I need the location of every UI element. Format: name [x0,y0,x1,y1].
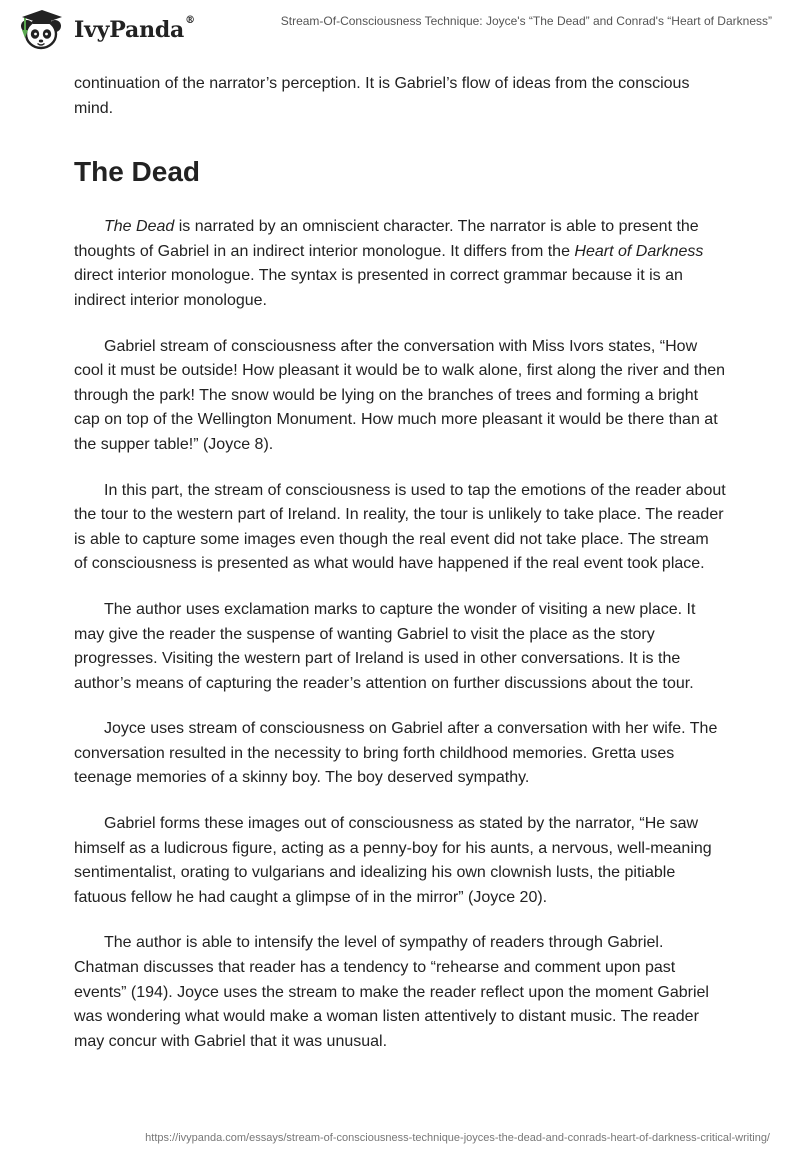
work-title: Heart of Darkness [574,242,704,260]
ivypanda-logo[interactable] [16,8,195,52]
paragraph: The author is able to intensify the level of sympathy of readers through Gabriel. Chatman discusses that reader has a tendency to “rehearse and comment upon past events” (194). Joyce uses the stream to make the reader reflect upon the moment Gabriel was wondering what would make a woman listen attentively to distant music. The reader may concur with Gabriel that it was unusual. [74,934,709,1050]
paragraph: Gabriel stream of consciousness after the conversation with Miss Ivors states, “How cool it must be outside! How pleasant it would be to walk alone, first along the river and then through the park! The snow would be lying on the branches of trees and forming a bright cap on top of the Wellington Monument. How much more pleasant it would be there than at the supper table!” (Joyce 8). [74,337,726,453]
page-header [0,0,800,60]
essay-content [74,72,726,1075]
section-heading: The Dead [74,156,201,188]
paragraph-text: direct interior monologue. The syntax is presented in correct grammar because it is an indirect interior monologue. [74,267,683,309]
intro-paragraph: continuation of the narrator’s perception. It is Gabriel’s flow of ideas from the conscious mind. [74,75,690,117]
paragraph: The author uses exclamation marks to capture the wonder of visiting a new place. It may give the reader the suspense of wanting Gabriel to visit the place as the story progresses. Visiting the western part of Ireland is used in other conversations. It is the author’s means of capturing the reader’s attention on further discussions about the tour. [74,600,696,692]
source-url[interactable]: https://ivypanda.com/essays/stream-of-consciousness-technique-joyces-the-dead-and-conrads-heart-of-darkness-critical-writing/ [145,1132,770,1144]
paragraph: Joyce uses stream of consciousness on Gabriel after a conversation with her wife. The conversation resulted in the necessity to bring forth childhood memories. Gretta uses teenage memories of a skinny boy. The boy deserved sympathy. [74,720,718,787]
work-title: The Dead [104,218,175,236]
paragraph: In this part, the stream of consciousness is used to tap the emotions of the reader about the tour to the western part of Ireland. In reality, the tour is unlikely to take place. The reader is able to capture some images even though the real event did not take place. The stream of consciousness is presented as what would have happened if the real event took place. [74,481,726,573]
brand-name: IvyPanda® [74,15,195,43]
paragraph-text: is narrated by an omniscient character. The narrator is able to present the thoughts of Gabriel in an indirect interior monologue. It differs from the [74,218,699,260]
panda-graduate-icon [16,8,68,52]
paragraph [74,215,726,313]
document-title: Stream-Of-Consciousness Technique: Joyce's “The Dead” and Conrad's “Heart of Darkness” [280,14,772,28]
paragraph: Gabriel forms these images out of consciousness as stated by the narrator, “He saw himself as a ludicrous figure, acting as a penny-boy for his aunts, a nervous, well-meaning sentimentalist, orating to vulgarians and idealizing his own clownish lusts, the pitiable fatuous fellow he had caught a glimpse of in the mirror” (Joyce 20). [74,815,712,906]
